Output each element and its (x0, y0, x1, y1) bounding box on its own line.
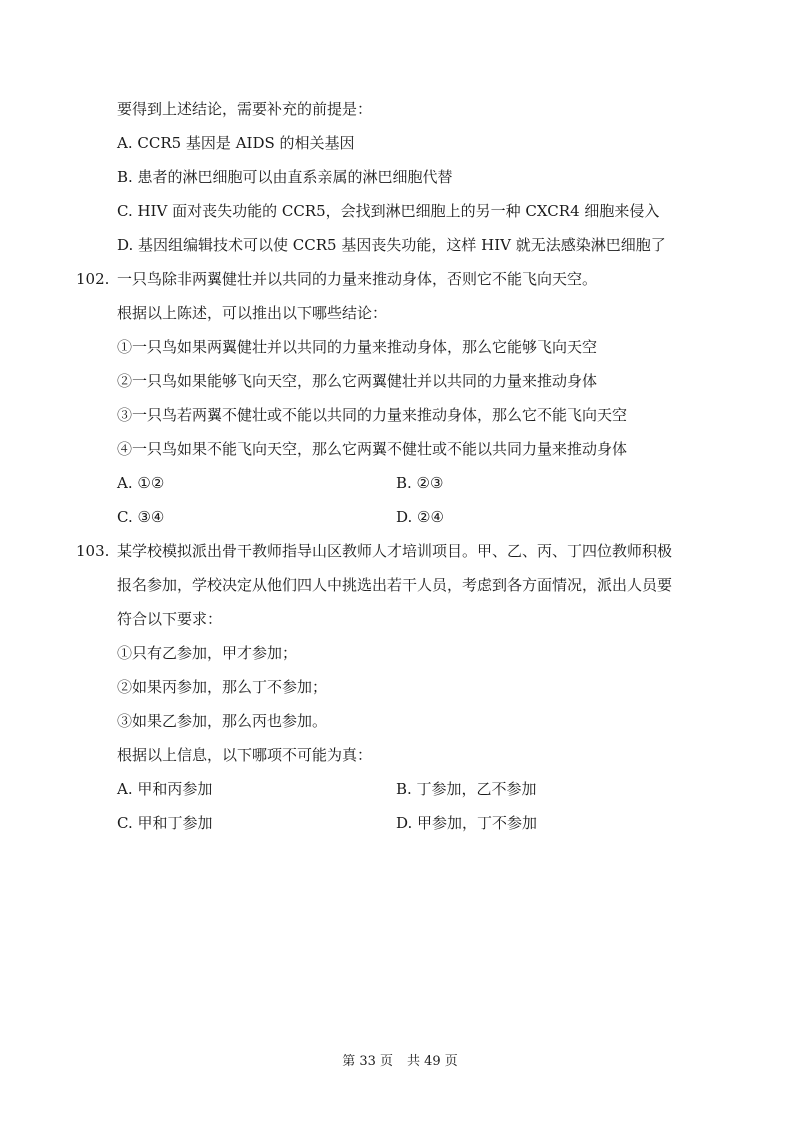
q101-premise-prompt: 要得到上述结论，需要补充的前提是： (117, 100, 373, 118)
page-total: 共 49 页 (407, 1054, 458, 1069)
q102-option-b: B. ②③ (396, 474, 444, 492)
q101-option-a: A. CCR5 基因是 AIDS 的相关基因 (117, 134, 355, 152)
q102-statement-4: ④一只鸟如果不能飞向天空，那么它两翼不健壮或不能以共同力量来推动身体 (117, 440, 628, 458)
q102-option-d: D. ②④ (396, 508, 444, 526)
q103-number: 103. (76, 542, 110, 560)
q103-option-c: C. 甲和丁参加 (117, 814, 213, 832)
q102-number: 102. (76, 270, 110, 288)
q101-option-d: D. 基因组编辑技术可以使 CCR5 基因丧失功能，这样 HIV 就无法感染淋巴细胞了 (117, 236, 666, 254)
q102-stem: 一只鸟除非两翼健壮并以共同的力量来推动身体，否则它不能飞向天空。 (117, 270, 598, 288)
q103-condition-1: ①只有乙参加，甲才参加； (117, 644, 298, 662)
page-number: 第 33 页 (342, 1054, 393, 1069)
q102-prompt: 根据以上陈述，可以推出以下哪些结论： (117, 304, 388, 322)
q103-condition-3: ③如果乙参加，那么丙也参加。 (117, 712, 328, 730)
q103-stem-line-3: 符合以下要求： (117, 610, 223, 628)
q102-statement-3: ③一只鸟若两翼不健壮或不能以共同的力量来推动身体，那么它不能飞向天空 (117, 406, 628, 424)
q102-option-c: C. ③④ (117, 508, 165, 526)
q103-prompt: 根据以上信息，以下哪项不可能为真： (117, 746, 373, 764)
q103-condition-2: ②如果丙参加，那么丁不参加； (117, 678, 328, 696)
q103-option-a: A. 甲和丙参加 (117, 780, 213, 798)
q103-stem-line-2: 报名参加，学校决定从他们四人中挑选出若干人员，考虑到各方面情况，派出人员要 (117, 576, 673, 594)
page-footer (0, 1053, 800, 1071)
q103-stem-line-1: 某学校模拟派出骨干教师指导山区教师人才培训项目。甲、乙、丙、丁四位教师积极 (117, 542, 673, 560)
q102-option-a: A. ①② (117, 474, 165, 492)
q102-statement-2: ②一只鸟如果能够飞向天空，那么它两翼健壮并以共同的力量来推动身体 (117, 372, 598, 390)
q103-option-d: D. 甲参加，丁不参加 (396, 814, 538, 832)
q102-statement-1: ①一只鸟如果两翼健壮并以共同的力量来推动身体，那么它能够飞向天空 (117, 338, 598, 356)
q101-option-b: B. 患者的淋巴细胞可以由直系亲属的淋巴细胞代替 (117, 168, 453, 186)
q103-option-b: B. 丁参加，乙不参加 (396, 780, 537, 798)
q101-option-c: C. HIV 面对丧失功能的 CCR5，会找到淋巴细胞上的另一种 CXCR4 细胞来侵入 (117, 202, 660, 220)
